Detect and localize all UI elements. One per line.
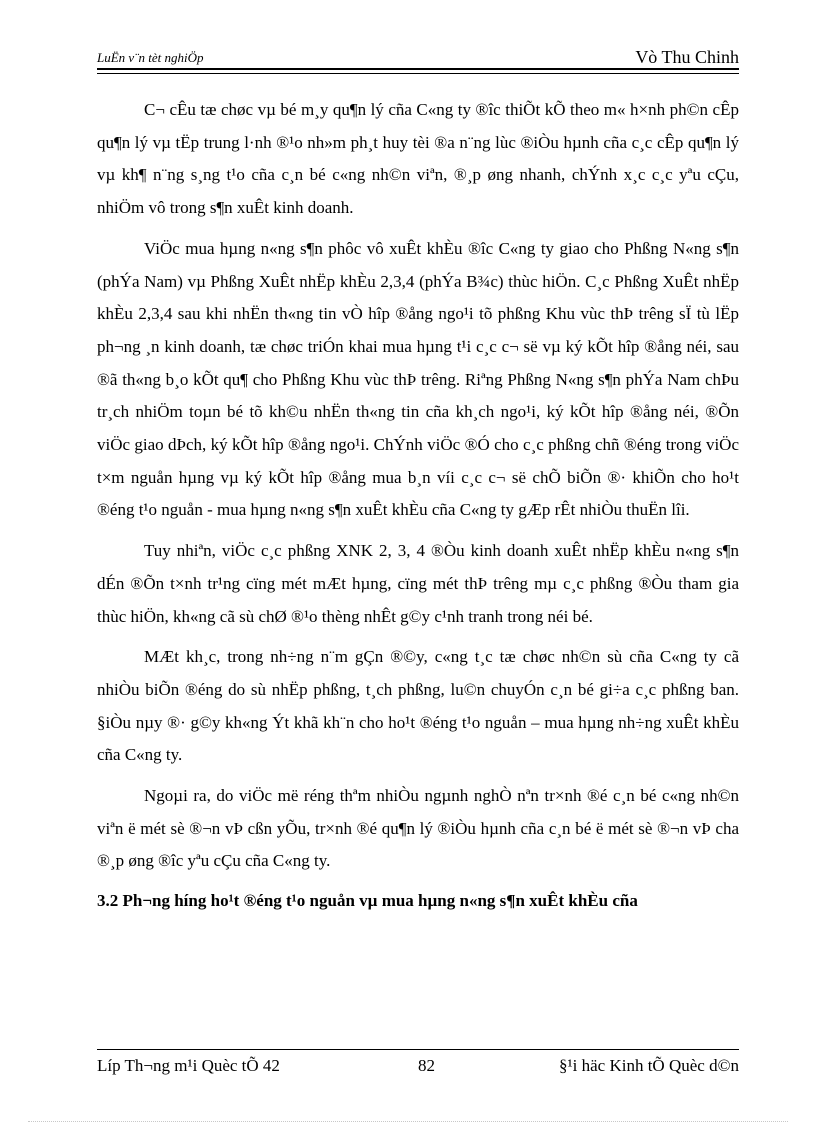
header-author-name: Vò Thu Chinh (635, 47, 739, 67)
footer-class-name: Líp Th¬ng m¹i Quèc tÕ 42 (97, 1056, 280, 1075)
section-heading: 3.2 Ph¬ng híng ho¹t ®éng t¹o nguån vµ mua hµng n«ng s¶n xuÊt khÈu cña (97, 891, 638, 911)
footer-university-name: §¹i häc Kinh tÕ Quèc d©n (559, 1056, 739, 1075)
paragraph-staff-changes: MÆt kh¸c, trong nh÷ng n¨m gÇn ®©y, c«ng t¸c tæ chøc nh©n sù cña C«ng ty cã nhiÒu biÕn ®éng do sù nhËp phßng, t¸ch phßng, lu©n chuyÓn c¸n bé gi÷a c¸c phßng ban. §iÒu nµy ®· g©y kh«ng Ýt khã kh¨n cho ho¹t ®éng t¹o nguån – mua hµng nh÷ng xuÊt khÈu cña C«ng ty. (97, 647, 739, 765)
header-rule-thin (97, 73, 739, 74)
paragraph-purchasing: ViÖc mua hµng n«ng s¶n phôc vô xuÊt khÈu ®îc C«ng ty giao cho Phßng N«ng s¶n (phÝa Nam) vµ Phßng XuÊt nhËp khÈu 2,3,4 (phÝa B¾c) thùc hiÖn. C¸c Phßng XuÊt nhËp khÈu 2,3,4 sau khi nhËn th«ng tin vÒ hîp ®ång ngo¹i tõ phßng Khu vùc thÞ trêng sÏ tù lËp ph¬ng ¸n kinh doanh, tæ chøc triÓn khai mua hµng t¹i c¸c c¬ së vµ ký kÕt hîp ®ång néi, sau ®ã th«ng b¸o kÕt qu¶ cho Phßng Khu vùc thÞ trêng. Riªng Phßng N«ng s¶n phÝa Nam chÞu tr¸ch nhiÖm toµn bé tõ kh©u nhËn th«ng tin cña kh¸ch ngo¹i, ký kÕt hîp ®ång néi, ®Õn viÖc giao dÞch, ký kÕt hîp ®ång ngo¹i. ChÝnh viÖc ®Ó cho c¸c phßng chñ ®éng trong viÖc t×m nguån hµng vµ ký kÕt hîp ®ång mua b¸n víi c¸c c¬ së chÕ biÕn ®· khiÕn cho ho¹t ®éng t¹o nguån - mua hµng n«ng s¶n xuÊt khÈu cña C«ng ty gÆp rÊt nhiÒu thuËn lîi. (97, 238, 739, 520)
header-rule (97, 68, 739, 70)
page-footer (97, 1056, 739, 1080)
page-number: 82 (418, 1056, 435, 1075)
page-edge-divider (28, 1121, 788, 1122)
paragraph-expansion: Ngoµi ra, do viÖc më réng thªm nhiÒu ngµnh nghÒ nªn tr×nh ®é c¸n bé c«ng nh©n viªn ë mét sè ®¬n vÞ cßn yÕu, tr×nh ®é qu¶n lý ®iÒu hµnh cña c¸n bé ë mét sè ®¬n vÞ cha ®¸p øng ®îc yªu cÇu cña C«ng ty. (97, 786, 739, 871)
page-body (97, 94, 739, 916)
paragraph-org-structure: C¬ cÊu tæ chøc vµ bé m¸y qu¶n lý cña C«ng ty ®îc thiÕt kÕ theo m« h×nh ph©n cÊp qu¶n lý vµ tËp trung l·nh ®¹o nh»m ph¸t huy tèi ®a n¨ng lùc ®iÒu hµnh cña c¸c cÊp qu¶n lý vµ kh¶ n¨ng s¸ng t¹o cña c¸n bé c«ng nh©n viªn, ®¸p øng nhanh, chÝnh x¸c c¸c yªu cÇu, nhiÖm vô trong s¶n xuÊt kinh doanh. (97, 100, 739, 218)
header-thesis-title: LuËn v¨n tèt nghiÖp (97, 50, 204, 65)
paragraph-however: Tuy nhiªn, viÖc c¸c phßng XNK 2, 3, 4 ®Òu kinh doanh xuÊt nhËp khÈu n«ng s¶n dÉn ®Õn t×nh tr¹ng cïng mét mÆt hµng, cïng mét thÞ trêng mµ c¸c phßng ®Òu tham gia thùc hiÖn, kh«ng cã sù chØ ®¹o thèng nhÊt g©y c¹nh tranh trong néi bé. (97, 541, 739, 626)
footer-rule (97, 1049, 739, 1050)
page-header (97, 44, 739, 70)
